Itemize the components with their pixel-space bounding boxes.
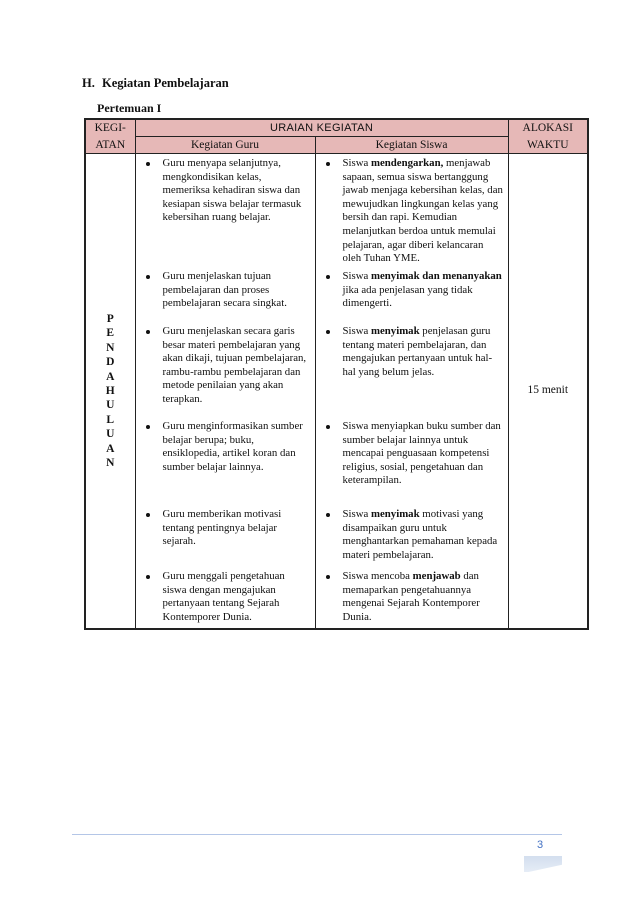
student-activity-item: Siswa menyimak motivasi yang disampaikan guru untuk menghantarkan pemahaman kepada materi pembelajaran. xyxy=(318,508,504,570)
phase-letter: P xyxy=(106,312,114,325)
activity-column-header-cont xyxy=(85,137,135,154)
phase-cell xyxy=(85,154,135,630)
activity-header-line1: KEGI- xyxy=(94,122,126,135)
phase-letter: A xyxy=(106,370,115,383)
teacher-activities-cell xyxy=(135,154,315,630)
teacher-activity-item: Guru memberikan motivasi tentang pentingnya belajar sejarah. xyxy=(138,508,311,570)
phase-label xyxy=(86,312,135,470)
phase-letter: H xyxy=(105,384,115,397)
footer-divider xyxy=(72,834,562,835)
phase-letter: N xyxy=(106,457,115,470)
page-number: 3 xyxy=(537,839,544,851)
phase-letter: E xyxy=(106,327,115,340)
section-title: Kegiatan Pembelajaran xyxy=(102,76,229,90)
phase-letter: D xyxy=(106,356,115,369)
footer-decoration xyxy=(524,856,562,872)
activity-column-header xyxy=(85,119,135,137)
phase-letter: U xyxy=(106,428,115,441)
student-activity-item: Siswa mencoba menjawab dan memaparkan pengetahuannya mengenai Sejarah Kontemporer Dunia. xyxy=(318,570,504,624)
time-allocation: 15 menit xyxy=(508,154,588,630)
allocation-column-header xyxy=(508,119,588,137)
student-activities-cell xyxy=(315,154,508,630)
section-heading xyxy=(82,76,229,91)
description-header: URAIAN KEGIATAN xyxy=(135,119,508,137)
teacher-activity-header: Kegiatan Guru xyxy=(135,137,315,154)
student-activity-item: Siswa menyiapkan buku sumber dan sumber belajar lainnya untuk mencapai penguasaan kompetensi religius, sosial, pengetahuan dan keterampilan. xyxy=(318,420,504,508)
teacher-activity-item: Guru menjelaskan secara garis besar materi pembelajaran yang akan dikaji, tujuan pembelajaran, rambu-rambu pembelajaran dan metode penilaian yang akan terapkan. xyxy=(138,325,311,420)
meeting-label: Pertemuan I xyxy=(97,101,162,115)
student-activity-item: Siswa menyimak penjelasan guru tentang materi pembelajaran, dan mengajukan pertanyaan untuk hal-hal yang belum jelas. xyxy=(318,325,504,420)
teacher-activity-item: Guru menginformasikan sumber belajar berupa; buku, ensiklopedia, artikel koran dan sumber belajar lainnya. xyxy=(138,420,311,508)
lesson-activity-table xyxy=(84,118,589,630)
phase-letter: L xyxy=(106,413,115,426)
allocation-header-line2: WAKTU xyxy=(527,138,569,151)
student-activity-item: Siswa menyimak dan menanyakan jika ada penjelasan yang tidak dimengerti. xyxy=(318,270,504,325)
teacher-activity-item: Guru menjelaskan tujuan pembelajaran dan proses pembelajaran secara singkat. xyxy=(138,270,311,325)
section-number: H. xyxy=(82,76,95,90)
phase-letter: A xyxy=(106,442,115,455)
activity-header-line2: ATAN xyxy=(95,138,126,151)
student-activity-header: Kegiatan Siswa xyxy=(315,137,508,154)
phase-letter: N xyxy=(106,341,115,354)
teacher-activity-item: Guru menyapa selanjutnya, mengkondisikan kelas, memeriksa kehadiran siswa dan kesiapan siswa belajar termasuk kebersihan ruang belajar. xyxy=(138,157,311,270)
phase-letter: U xyxy=(106,399,115,412)
student-activity-item: Siswa mendengarkan, menjawab sapaan, semua siswa bertanggung jawab menjaga kebersihan kelas, dan mewujudkan lingkungan kelas yang bersih dan rapi. Kemudian melanjutkan berdoa untuk memulai pelajaran, agar diberi kelancaran oleh Tuhan YME. xyxy=(318,157,504,270)
allocation-column-header-cont xyxy=(508,137,588,154)
allocation-header-line1: ALOKASI xyxy=(522,122,573,135)
teacher-activity-item: Guru menggali pengetahuan siswa dengan mengajukan pertanyaan tentang Sejarah Kontemporer Dunia. xyxy=(138,570,311,624)
